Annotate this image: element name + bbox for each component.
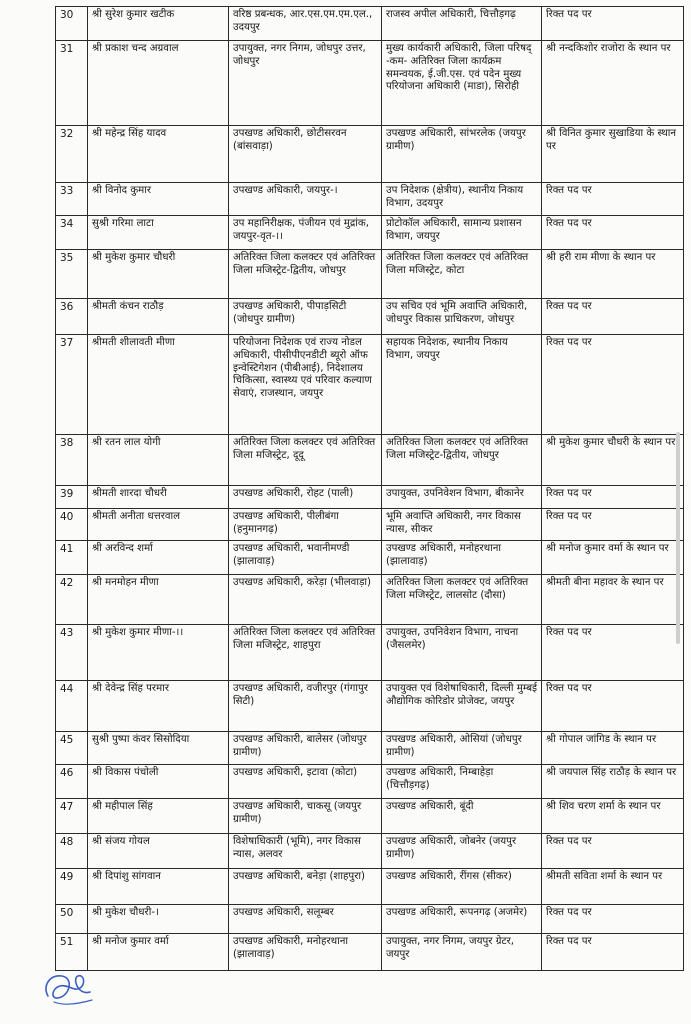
- officer-name-cell: श्री अरविन्द शर्मा: [88, 541, 229, 575]
- new-post-cell: उपखण्ड अधिकारी, रूपनगढ़ (अजमेर): [382, 905, 542, 934]
- officer-name-cell: श्री संजय गोयल: [88, 834, 229, 869]
- serial-number-cell: 45: [56, 732, 88, 765]
- new-post-cell: उपखण्ड अधिकारी, रींगस (सीकर): [382, 869, 542, 905]
- table-row: [56, 869, 684, 905]
- current-post-cell: अतिरिक्त जिला कलक्टर एवं अतिरिक्त जिला मजिस्ट्रेट, दूदू: [229, 435, 382, 486]
- transfer-table-body: [56, 7, 684, 971]
- table-row: [56, 7, 684, 41]
- table-row: [56, 934, 684, 971]
- serial-number-cell: 42: [56, 575, 88, 625]
- officer-name-cell: श्री मुकेश चौधरी-।: [88, 905, 229, 934]
- new-post-cell: राजस्व अपील अधिकारी, चित्तौड़गढ़: [382, 7, 542, 41]
- new-post-cell: उप निदेशक (क्षेत्रीय), स्थानीय निकाय विभाग, उदयपुर: [382, 183, 542, 216]
- officer-name-cell: श्री रतन लाल योगी: [88, 435, 229, 486]
- current-post-cell: उपखण्ड अधिकारी, वजीरपुर (गंगापुर सिटी): [229, 681, 382, 732]
- serial-number-cell: 34: [56, 216, 88, 250]
- new-post-cell: उपखण्ड अधिकारी, जोबनेर (जयपुर ग्रामीण): [382, 834, 542, 869]
- current-post-cell: उपखण्ड अधिकारी, चाकसू (जयपुर ग्रामीण): [229, 799, 382, 834]
- current-post-cell: उपखण्ड अधिकारी, करेड़ा (भीलवाड़ा): [229, 575, 382, 625]
- serial-number-cell: 51: [56, 934, 88, 971]
- new-post-cell: अतिरिक्त जिला कलक्टर एवं अतिरिक्त जिला मजिस्ट्रेट, लालसोट (दौसा): [382, 575, 542, 625]
- table-row: [56, 183, 684, 216]
- remark-cell: रिक्त पद पर: [542, 509, 684, 541]
- remark-cell: रिक्त पद पर: [542, 7, 684, 41]
- remark-cell: श्री शिव चरण शर्मा के स्थान पर: [542, 799, 684, 834]
- table-row: [56, 216, 684, 250]
- serial-number-cell: 41: [56, 541, 88, 575]
- table-row: [56, 335, 684, 435]
- new-post-cell: उपायुक्त, उपनिवेशन विभाग, नाचना (जैसलमेर): [382, 625, 542, 681]
- serial-number-cell: 39: [56, 486, 88, 509]
- remark-cell: श्री नन्दकिशोर राजोरा के स्थान पर: [542, 41, 684, 126]
- officer-name-cell: श्री सुरेश कुमार खटीक: [88, 7, 229, 41]
- remark-cell: रिक्त पद पर: [542, 905, 684, 934]
- serial-number-cell: 32: [56, 126, 88, 183]
- new-post-cell: उपखण्ड अधिकारी, मनोहरथाना (झालावाड़): [382, 541, 542, 575]
- table-row: [56, 126, 684, 183]
- serial-number-cell: 35: [56, 250, 88, 299]
- officer-name-cell: श्रीमती कंचन राठौड़: [88, 299, 229, 335]
- table-row: [56, 681, 684, 732]
- serial-number-cell: 30: [56, 7, 88, 41]
- serial-number-cell: 50: [56, 905, 88, 934]
- serial-number-cell: 38: [56, 435, 88, 486]
- table-row: [56, 541, 684, 575]
- current-post-cell: उपखण्ड अधिकारी, बालेसर (जोधपुर ग्रामीण): [229, 732, 382, 765]
- current-post-cell: परियोजना निदेशक एवं राज्य नोडल अधिकारी, पीसीपीएनडीटी ब्यूरो ऑफ इन्वेस्टिगेशन (पीबीआई), निदेशालय चिकित्सा, स्वास्थ्य एवं परिवार कल्याण सेवाएं, राजस्थान, जयपुर: [229, 335, 382, 435]
- table-row: [56, 41, 684, 126]
- new-post-cell: उपखण्ड अधिकारी, ओसियां (जोधपुर ग्रामीण): [382, 732, 542, 765]
- new-post-cell: उपायुक्त एवं विशेषाधिकारी, दिल्ली मुम्बई औद्योगिक कोरिडोर प्रोजेक्ट, जयपुर: [382, 681, 542, 732]
- table-row: [56, 509, 684, 541]
- officer-name-cell: श्रीमती शारदा चौधरी: [88, 486, 229, 509]
- officer-name-cell: श्री मुकेश कुमार चौधरी: [88, 250, 229, 299]
- table-row: [56, 575, 684, 625]
- serial-number-cell: 43: [56, 625, 88, 681]
- serial-number-cell: 49: [56, 869, 88, 905]
- current-post-cell: उपखण्ड अधिकारी, इटावा (कोटा): [229, 765, 382, 799]
- remark-cell: श्रीमती सविता शर्मा के स्थान पर: [542, 869, 684, 905]
- officer-name-cell: श्री देवेन्द्र सिंह परमार: [88, 681, 229, 732]
- table-row: [56, 435, 684, 486]
- table-row: [56, 765, 684, 799]
- remark-cell: श्री जयपाल सिंह राठौड़ के स्थान पर: [542, 765, 684, 799]
- new-post-cell: सहायक निदेशक, स्थानीय निकाय विभाग, जयपुर: [382, 335, 542, 435]
- officer-name-cell: श्री महीपाल सिंह: [88, 799, 229, 834]
- table-row: [56, 299, 684, 335]
- current-post-cell: उपखण्ड अधिकारी, बनेड़ा (शाहपुरा): [229, 869, 382, 905]
- officer-name-cell: श्री विकास पंचोली: [88, 765, 229, 799]
- table-row: [56, 905, 684, 934]
- current-post-cell: अतिरिक्त जिला कलक्टर एवं अतिरिक्त जिला मजिस्ट्रेट, शाहपुरा: [229, 625, 382, 681]
- remark-cell: श्री विनित कुमार सुखाडिया के स्थान पर: [542, 126, 684, 183]
- serial-number-cell: 33: [56, 183, 88, 216]
- officer-name-cell: श्रीमती शीलावती मीणा: [88, 335, 229, 435]
- serial-number-cell: 46: [56, 765, 88, 799]
- current-post-cell: उप महानिरीक्षक, पंजीयन एवं मुद्रांक, जयपुर-वृत-।।: [229, 216, 382, 250]
- remark-cell: रिक्त पद पर: [542, 183, 684, 216]
- serial-number-cell: 48: [56, 834, 88, 869]
- new-post-cell: अतिरिक्त जिला कलक्टर एवं अतिरिक्त जिला मजिस्ट्रेट-द्वितीय, जोधपुर: [382, 435, 542, 486]
- officer-name-cell: श्री प्रकाश चन्द अग्रवाल: [88, 41, 229, 126]
- remark-cell: रिक्त पद पर: [542, 216, 684, 250]
- officer-name-cell: श्रीमती अनीता धत्तरवाल: [88, 509, 229, 541]
- serial-number-cell: 36: [56, 299, 88, 335]
- current-post-cell: उपखण्ड अधिकारी, रोहट (पाली): [229, 486, 382, 509]
- new-post-cell: अतिरिक्त जिला कलक्टर एवं अतिरिक्त जिला मजिस्ट्रेट, कोटा: [382, 250, 542, 299]
- remark-cell: श्री गोपाल जांगिड के स्थान पर: [542, 732, 684, 765]
- remark-cell: रिक्त पद पर: [542, 681, 684, 732]
- table-row: [56, 732, 684, 765]
- current-post-cell: उपखण्ड अधिकारी, मनोहरथाना (झालावाड़): [229, 934, 382, 971]
- remark-cell: रिक्त पद पर: [542, 335, 684, 435]
- table-row: [56, 834, 684, 869]
- new-post-cell: उप सचिव एवं भूमि अवाप्ति अधिकारी, जोधपुर विकास प्राधिकरण, जोधपुर: [382, 299, 542, 335]
- serial-number-cell: 37: [56, 335, 88, 435]
- remark-cell: श्री हरी राम मीणा के स्थान पर: [542, 250, 684, 299]
- serial-number-cell: 44: [56, 681, 88, 732]
- new-post-cell: उपखण्ड अधिकारी, निम्बाहेड़ा (चित्तौड़गढ़): [382, 765, 542, 799]
- table-row: [56, 250, 684, 299]
- current-post-cell: उपखण्ड अधिकारी, छोटीसरवन (बांसवाड़ा): [229, 126, 382, 183]
- table-row: [56, 799, 684, 834]
- serial-number-cell: 47: [56, 799, 88, 834]
- remark-cell: रिक्त पद पर: [542, 299, 684, 335]
- new-post-cell: उपखण्ड अधिकारी, बूंदी: [382, 799, 542, 834]
- new-post-cell: उपायुक्त, उपनिवेशन विभाग, बीकानेर: [382, 486, 542, 509]
- current-post-cell: वरिष्ठ प्रबन्धक, आर.एस.एम.एम.एल., उदयपुर: [229, 7, 382, 41]
- remark-cell: रिक्त पद पर: [542, 486, 684, 509]
- officer-name-cell: श्री महेन्द्र सिंह यादव: [88, 126, 229, 183]
- officer-name-cell: श्री मनोज कुमार वर्मा: [88, 934, 229, 971]
- current-post-cell: उपखण्ड अधिकारी, भवानीमण्डी (झालावाड़): [229, 541, 382, 575]
- officer-name-cell: सुश्री पुष्पा कंवर सिसोदिया: [88, 732, 229, 765]
- officer-name-cell: सुश्री गरिमा लाटा: [88, 216, 229, 250]
- scrollbar[interactable]: [676, 432, 680, 644]
- current-post-cell: उपखण्ड अधिकारी, सलूम्बर: [229, 905, 382, 934]
- current-post-cell: उपखण्ड अधिकारी, पीलीबंगा (हनुमानगढ़): [229, 509, 382, 541]
- current-post-cell: अतिरिक्त जिला कलक्टर एवं अतिरिक्त जिला मजिस्ट्रेट-द्वितीय, जोधपुर: [229, 250, 382, 299]
- remark-cell: श्रीमती बीना महावर के स्थान पर: [542, 575, 684, 625]
- new-post-cell: प्रोटोकॉल अधिकारी, सामान्य प्रशासन विभाग, जयपुर: [382, 216, 542, 250]
- remark-cell: रिक्त पद पर: [542, 834, 684, 869]
- current-post-cell: उपखण्ड अधिकारी, पीपाड़सिटी (जोधपुर ग्रामीण): [229, 299, 382, 335]
- current-post-cell: उपखण्ड अधिकारी, जयपुर-।: [229, 183, 382, 216]
- signature-mark: [40, 966, 100, 1010]
- new-post-cell: मुख्य कार्यकारी अधिकारी, जिला परिषद् -कम- अतिरिक्त जिला कार्यक्रम समन्वयक, ई.जी.एस. एवं पदेन मुख्य परियोजना अधिकारी (माडा), सिरोही: [382, 41, 542, 126]
- serial-number-cell: 31: [56, 41, 88, 126]
- current-post-cell: उपायुक्त, नगर निगम, जोधपुर उत्तर, जोधपुर: [229, 41, 382, 126]
- new-post-cell: उपखण्ड अधिकारी, सांभरलेक (जयपुर ग्रामीण): [382, 126, 542, 183]
- serial-number-cell: 40: [56, 509, 88, 541]
- remark-cell: रिक्त पद पर: [542, 934, 684, 971]
- new-post-cell: भूमि अवाप्ति अधिकारी, नगर विकास न्यास, सीकर: [382, 509, 542, 541]
- remark-cell: श्री मनोज कुमार वर्मा के स्थान पर: [542, 541, 684, 575]
- transfer-table: [55, 6, 684, 971]
- remark-cell: रिक्त पद पर: [542, 625, 684, 681]
- officer-name-cell: श्री विनोद कुमार: [88, 183, 229, 216]
- current-post-cell: विशेषाधिकारी (भूमि), नगर विकास न्यास, अलवर: [229, 834, 382, 869]
- officer-name-cell: श्री मनमोहन मीणा: [88, 575, 229, 625]
- remark-cell: श्री मुकेश कुमार चौधरी के स्थान पर: [542, 435, 684, 486]
- table-row: [56, 486, 684, 509]
- officer-name-cell: श्री दिपांशु सांगवान: [88, 869, 229, 905]
- new-post-cell: उपायुक्त, नगर निगम, जयपुर ग्रेटर, जयपुर: [382, 934, 542, 971]
- table-row: [56, 625, 684, 681]
- officer-name-cell: श्री मुकेश कुमार मीणा-।।: [88, 625, 229, 681]
